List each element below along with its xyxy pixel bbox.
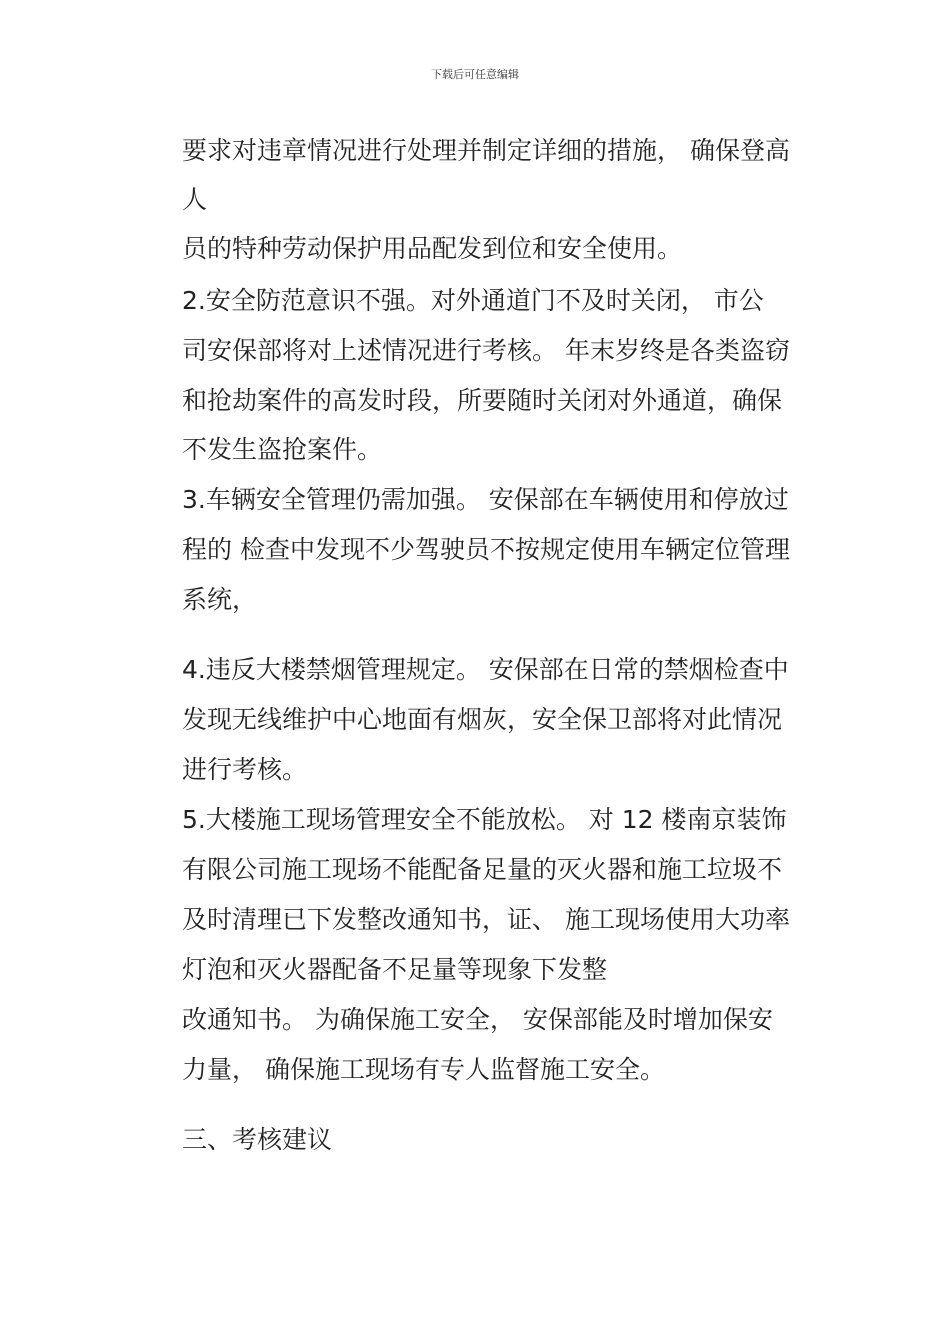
section-heading: 三、考核建议 bbox=[182, 1125, 333, 1154]
text-line: 要求对违章情况进行处理并制定详细的措施， 确保登高 bbox=[182, 136, 790, 165]
text-line: 发现无线维护中心地面有烟灰，安全保卫部将对此情况 bbox=[182, 705, 783, 734]
text-line: 进行考核。 bbox=[182, 755, 308, 784]
text-line: 人 bbox=[182, 185, 208, 214]
text-line: 程的 检查中发现不少驾驶员不按规定使用车辆定位管理 bbox=[182, 535, 790, 564]
text-line: 5.大楼施工现场管理安全不能放松。 对 12 楼南京装饰 bbox=[182, 805, 787, 834]
page-header: 下载后可任意编辑 bbox=[431, 68, 519, 81]
text-line: 系统， bbox=[182, 585, 258, 614]
text-line: 员的特种劳动保护用品配发到位和安全使用。 bbox=[182, 234, 683, 263]
text-line: 不发生盗抢案件。 bbox=[182, 435, 383, 464]
text-line: 4.违反大楼禁烟管理规定。 安保部在日常的禁烟检查中 bbox=[182, 655, 789, 684]
text-line: 3.车辆安全管理仍需加强。 安保部在车辆使用和停放过 bbox=[182, 485, 789, 514]
text-line: 灯泡和灭火器配备不足量等现象下发整 bbox=[182, 955, 608, 984]
text-line: 和抢劫案件的高发时段，所要随时关闭对外通道，确保 bbox=[182, 386, 783, 415]
text-line: 有限公司施工现场不能配备足量的灭火器和施工垃圾不 bbox=[182, 855, 783, 884]
text-line: 改通知书。 为确保施工安全， 安保部能及时增加保安 bbox=[182, 1005, 773, 1034]
text-line: 及时清理已下发整改通知书，证、 施工现场使用大功率 bbox=[182, 905, 790, 934]
text-line: 司安保部将对上述情况进行考核。 年末岁终是各类盗窃 bbox=[182, 336, 790, 365]
text-line: 力量， 确保施工现场有专人监督施工安全。 bbox=[182, 1055, 665, 1084]
text-line: 2.安全防范意识不强。对外通道门不及时关闭， 市公 bbox=[182, 286, 764, 315]
